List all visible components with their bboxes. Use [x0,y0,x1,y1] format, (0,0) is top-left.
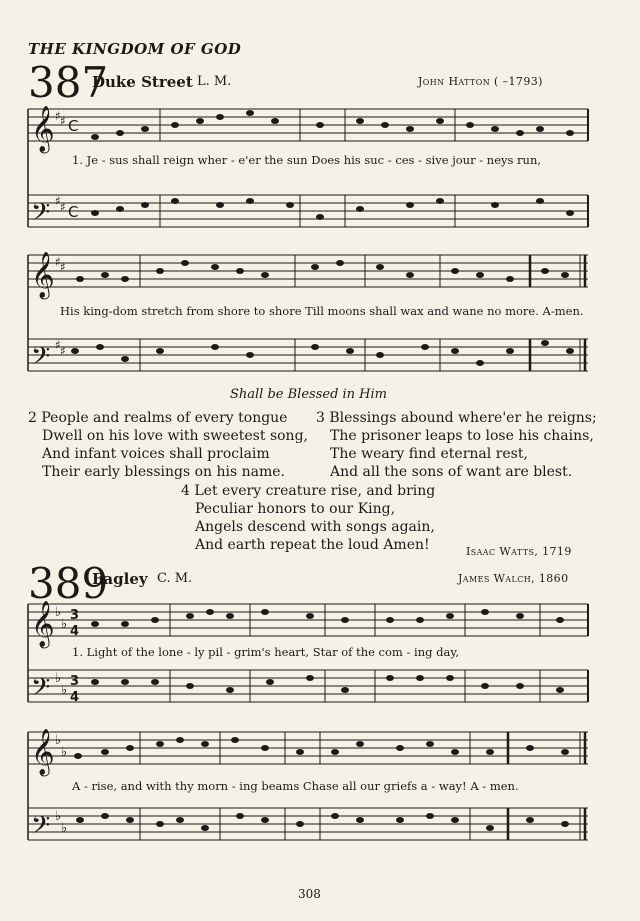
sharp-icon: ♯ [60,344,66,358]
treble-clef-icon: 𝄞 [31,252,55,298]
verse-number: 2 [28,410,37,426]
section-title: THE KINGDOM OF GOD [28,40,242,58]
lyric-389-line2: A - rise, and with thy morn - ing beams Chase all our griefs a - way! A - men. [72,779,519,793]
verse-line: And infant voices shall proclaim [42,446,270,462]
author-credit: Isaac Watts, 1719 [466,545,572,558]
verse-3 [316,409,597,481]
staff-treble-389-2 [28,732,588,764]
flat-icon: ♭ [55,671,62,686]
sharp-icon: ♯ [60,260,66,274]
verse-line: Dwell on his love with sweetest song, [42,428,308,444]
flat-icon: ♭ [61,821,68,836]
verse-line: Blessings abound where'er he reigns; [329,410,597,426]
sharp-icon: ♯ [60,200,66,214]
verse-4 [181,482,435,554]
lyric-387-line2: His king-dom stretch from shore to shore Till moons shall wax and wane no more. A-men. [60,304,584,318]
verse-line: And all the sons of want are blest. [330,464,573,480]
page-number: 308 [298,887,321,901]
bass-clef-icon: 𝄢 [31,673,51,708]
verse-2 [28,409,308,481]
bass-clef-icon: 𝄢 [31,811,51,846]
flat-icon: ♭ [61,745,68,760]
flat-icon: ♭ [55,605,62,620]
composer-389: James Walch, 1860 [458,572,569,585]
bass-clef-icon: 𝄢 [31,198,51,233]
bass-clef-icon: 𝄢 [31,342,51,377]
meter-387: L. M. [197,74,232,89]
time-signature-icon: 4 [70,690,80,705]
staff-treble-387-2 [28,255,588,287]
verse-line: The weary find eternal rest, [330,446,528,462]
verse-line: Angels descend with songs again, [195,519,435,535]
staff-bass-389-1 [28,670,588,702]
flat-icon: ♭ [55,809,62,824]
meter-389: C. M. [157,571,193,586]
flat-icon: ♭ [55,733,62,748]
flat-icon: ♭ [61,683,68,698]
notes-387 [71,110,574,366]
common-time-icon: C [68,117,79,135]
staff-bass-387-2 [28,339,588,371]
verse-line: The prisoner leaps to lose his chains, [330,428,594,444]
verse-line: And earth repeat the loud Amen! [195,537,430,553]
treble-clef-icon: 𝄞 [31,601,55,647]
verse-number: 4 [181,483,190,499]
music-staves-387 [0,95,640,395]
sharp-icon: ♯ [55,109,61,123]
tune-name-387: Duke Street [92,73,193,91]
verse-line: Peculiar honors to our King, [195,501,396,517]
staff-treble-387-1 [28,109,588,141]
sharp-icon: ♯ [60,114,66,128]
composer-387: John Hatton ( –1793) [418,75,543,88]
staff-bass-389-2 [28,808,588,840]
sharp-icon: ♯ [55,194,61,208]
staff-bass-387-1 [28,195,588,227]
hymn-number-387: 387 [28,58,109,107]
flat-icon: ♭ [61,617,68,632]
time-signature-icon: 3 [70,674,80,689]
treble-clef-icon: 𝄞 [31,106,55,152]
notes-389 [74,609,569,831]
treble-clef-icon: 𝄞 [31,729,55,775]
music-staves-389 [0,590,640,875]
common-time-icon: C [68,203,79,221]
staff-treble-389-1 [28,604,588,636]
sharp-icon: ♯ [55,255,61,269]
hymn-number-389: 389 [28,559,109,608]
sharp-icon: ♯ [55,338,61,352]
lyric-387-line1: 1. Je - sus shall reign wher - e'er the sun Does his suc - ces - sive jour - neys run, [72,153,542,167]
verse-number: 3 [316,410,325,426]
verse-line: Their early blessings on his name. [42,464,286,480]
hymn-subtitle: Shall be Blessed in Him [230,387,388,402]
verse-line: People and realms of every tongue [41,410,288,426]
time-signature-icon: 4 [70,624,80,639]
time-signature-icon: 3 [70,608,80,623]
verse-line: Let every creature rise, and bring [194,483,436,499]
lyric-389-line1: 1. Light of the lone - ly pil - grim's heart, Star of the com - ing day, [72,645,459,659]
tune-name-389: Eagley [92,570,148,588]
